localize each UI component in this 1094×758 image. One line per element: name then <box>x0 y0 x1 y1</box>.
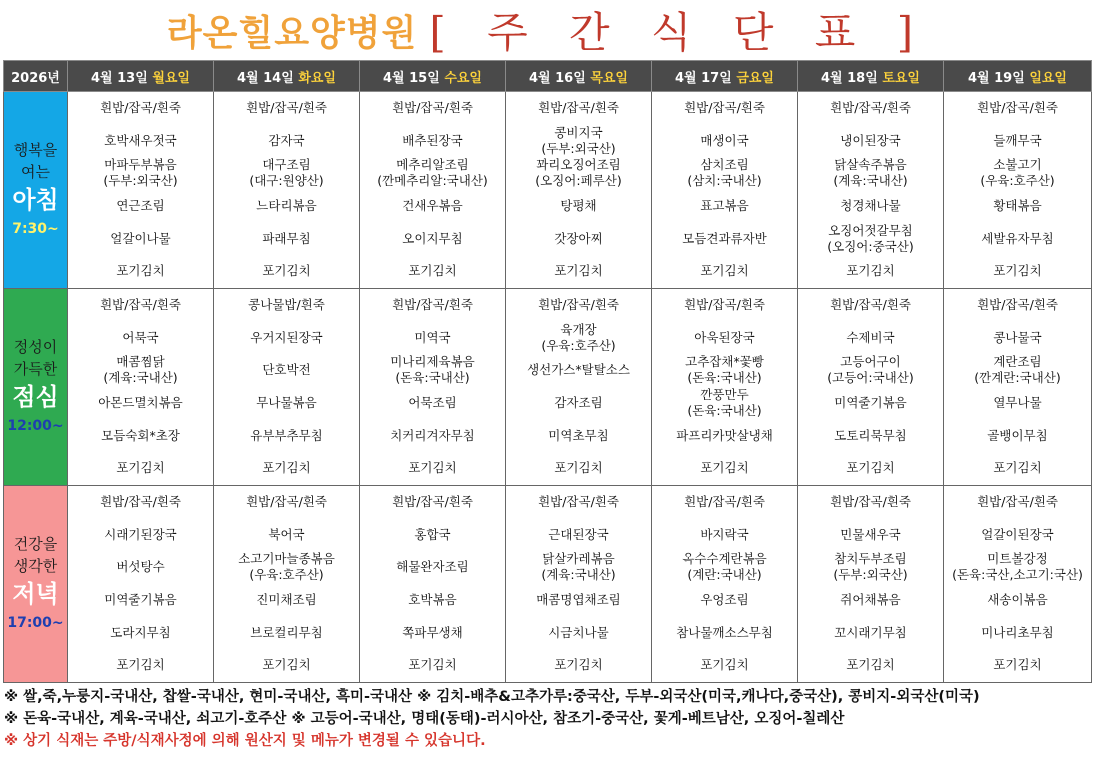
dish-item: 모듬숙회*초장 <box>101 427 180 443</box>
day-date: 4월 17일 <box>675 70 732 86</box>
dish-item: 육개장 (우육:호주산) <box>541 321 616 353</box>
day-date: 4월 14일 <box>237 70 294 86</box>
day-header <box>506 61 652 92</box>
dish-item: 꼬시래기무침 <box>834 624 907 640</box>
dish-item: 미역초무침 <box>548 427 609 443</box>
dish-item: 북어국 <box>268 526 305 542</box>
dish-item: 콩비지국 (두부:외국산) <box>541 124 616 156</box>
dish-item: 흰밥/잡곡/흰죽 <box>538 494 619 510</box>
day-menu-cell <box>68 92 214 289</box>
dish-item: 포기김치 <box>846 657 895 673</box>
day-header <box>68 61 214 92</box>
day-menu-cell <box>506 289 652 486</box>
menu-body <box>4 92 1092 683</box>
dish-item: 파래무침 <box>262 230 311 246</box>
dish-item: 흰밥/잡곡/흰죽 <box>100 297 181 313</box>
dish-item: 유부부추무침 <box>250 427 323 443</box>
dish-item: 참나물깨소스무침 <box>676 624 773 640</box>
dish-item: 호박볶음 <box>408 592 457 608</box>
dish-item: 우거지된장국 <box>250 329 323 345</box>
dish-item: 소불고기 (우육:호주산) <box>980 157 1055 189</box>
day-menu-cell <box>798 486 944 683</box>
dish-item: 흰밥/잡곡/흰죽 <box>538 100 619 116</box>
day-header <box>944 61 1092 92</box>
meal-row <box>4 289 1092 486</box>
dish-item: 미역국 <box>414 329 451 345</box>
dish-item: 건새우볶음 <box>402 198 463 214</box>
dish-item: 흰밥/잡곡/흰죽 <box>392 297 473 313</box>
dish-item: 포기김치 <box>116 657 165 673</box>
day-header <box>360 61 506 92</box>
dish-item: 닭살카레볶음 (계육:국내산) <box>541 551 616 583</box>
dish-item: 배추된장국 <box>402 132 463 148</box>
day-menu-cell <box>798 289 944 486</box>
day-menu-cell <box>652 92 798 289</box>
dish-item: 도토리묵무침 <box>834 427 907 443</box>
dish-item: 포기김치 <box>262 657 311 673</box>
dish-item: 깐풍만두 (돈육:국내산) <box>687 387 762 419</box>
dish-item: 포기김치 <box>554 263 603 279</box>
dish-item: 매콤명엽채조림 <box>536 592 621 608</box>
dish-item: 미나리초무침 <box>981 624 1054 640</box>
dish-item: 근대된장국 <box>548 526 609 542</box>
dish-item: 흰밥/잡곡/흰죽 <box>977 100 1058 116</box>
day-weekday: 일요일 <box>1029 70 1067 86</box>
dish-item: 매콤찜닭 (계육:국내산) <box>103 354 178 386</box>
dish-item: 메추리알조림 (깐메추리알:국내산) <box>377 157 488 189</box>
dish-item: 청경채나물 <box>840 198 901 214</box>
dish-item: 포기김치 <box>116 460 165 476</box>
dish-item: 진미채조림 <box>256 592 317 608</box>
dish-item: 미역줄기볶음 <box>104 592 177 608</box>
day-menu-cell <box>798 92 944 289</box>
day-menu-cell <box>360 289 506 486</box>
dish-item: 연근조림 <box>116 198 165 214</box>
origin-notes <box>4 686 1094 752</box>
dish-item: 콩나물밥/흰죽 <box>248 297 325 313</box>
meal-name: 점심 <box>12 383 59 411</box>
meal-slogan-line: 여는 <box>21 163 50 181</box>
dish-item: 흰밥/잡곡/흰죽 <box>392 100 473 116</box>
day-date: 4월 13일 <box>91 70 148 86</box>
day-menu-cell <box>652 486 798 683</box>
day-menu-cell <box>944 486 1092 683</box>
meal-slogan-line: 행복을 <box>13 141 58 159</box>
dish-item: 마파두부볶음 (두부:외국산) <box>103 157 178 189</box>
hospital-name: 라온힐요양병원 <box>166 11 418 54</box>
meal-time: 12:00~ <box>7 418 64 434</box>
day-menu-cell <box>214 486 360 683</box>
day-menu-cell <box>944 92 1092 289</box>
day-menu-cell <box>506 92 652 289</box>
dish-item: 흰밥/잡곡/흰죽 <box>538 297 619 313</box>
dish-item: 도라지무침 <box>110 624 171 640</box>
dish-item: 콩나물국 <box>993 329 1042 345</box>
dish-item: 우엉조림 <box>700 592 749 608</box>
day-weekday: 목요일 <box>590 70 628 86</box>
day-menu-cell <box>68 486 214 683</box>
meal-row <box>4 92 1092 289</box>
dish-item: 쪽파무생채 <box>402 624 463 640</box>
meal-label-cell <box>4 92 68 289</box>
dish-item: 해물완자조림 <box>396 559 469 575</box>
dish-item: 민물새우국 <box>840 526 901 542</box>
dish-item: 홍합국 <box>414 526 451 542</box>
dish-item: 생선가스*탈탈소스 <box>527 362 630 378</box>
dish-item: 포기김치 <box>700 657 749 673</box>
meal-name: 저녁 <box>12 580 59 608</box>
dish-item: 쥐어채볶음 <box>840 592 901 608</box>
dish-item: 느타리볶음 <box>256 198 317 214</box>
dish-item: 파프리카맛살냉채 <box>676 427 773 443</box>
year-header: 2026년 <box>4 61 68 92</box>
dish-item: 수제비국 <box>846 329 895 345</box>
dish-item: 포기김치 <box>700 263 749 279</box>
dish-item: 닭살속주볶음 (계육:국내산) <box>833 157 908 189</box>
day-menu-cell <box>360 92 506 289</box>
dish-item: 포기김치 <box>262 460 311 476</box>
meal-label-cell <box>4 289 68 486</box>
dish-item: 흰밥/잡곡/흰죽 <box>830 494 911 510</box>
dish-item: 어묵조림 <box>408 395 457 411</box>
dish-item: 흰밥/잡곡/흰죽 <box>246 494 327 510</box>
dish-item: 흰밥/잡곡/흰죽 <box>684 100 765 116</box>
dish-item: 오징어젓갈무침 (오징어:중국산) <box>827 222 914 254</box>
dish-item: 호박새우젓국 <box>104 132 177 148</box>
day-menu-cell <box>214 289 360 486</box>
dish-item: 감자국 <box>268 132 305 148</box>
dish-item: 얼갈이나물 <box>110 230 171 246</box>
dish-item: 포기김치 <box>993 263 1042 279</box>
meal-slogan-line: 건강을 <box>13 535 58 553</box>
meal-row <box>4 486 1092 683</box>
dish-item: 소고기마늘종볶음 (우육:호주산) <box>238 551 335 583</box>
day-menu-cell <box>506 486 652 683</box>
origin-note-line: ※ 쌀,죽,누룽지-국내산, 찹쌀-국내산, 현미-국내산, 흑미-국내산 ※ 김치-배추&고추가루:중국산, 두부-외국산(미국,캐나다,중국산), 콩비지-외국산(미국) <box>4 689 980 705</box>
dish-item: 냉이된장국 <box>840 132 901 148</box>
day-date: 4월 16일 <box>529 70 586 86</box>
dish-item: 모듬견과류자반 <box>682 230 767 246</box>
dish-item: 포기김치 <box>554 460 603 476</box>
day-header <box>652 61 798 92</box>
page-title <box>0 4 1094 56</box>
dish-item: 탕평채 <box>560 198 597 214</box>
dish-item: 표고볶음 <box>700 198 749 214</box>
dish-item: 삼치조림 (삼치:국내산) <box>687 157 762 189</box>
dish-item: 흰밥/잡곡/흰죽 <box>684 494 765 510</box>
dish-item: 갓장아찌 <box>554 230 603 246</box>
dish-item: 포기김치 <box>408 657 457 673</box>
day-date: 4월 18일 <box>821 70 878 86</box>
meal-slogan-line: 생각한 <box>13 557 58 575</box>
dish-item: 흰밥/잡곡/흰죽 <box>246 100 327 116</box>
dish-item: 무나물볶음 <box>256 395 317 411</box>
menu-title: [ 주 간 식 단 표 ] <box>429 8 928 57</box>
dish-item: 흰밥/잡곡/흰죽 <box>830 297 911 313</box>
meal-slogan-line: 가득한 <box>13 360 58 378</box>
dish-item: 흰밥/잡곡/흰죽 <box>977 494 1058 510</box>
dish-item: 단호박전 <box>262 362 311 378</box>
meal-time: 7:30~ <box>12 221 59 237</box>
dish-item: 미트볼강정 (돈육:국산,소고기:국산) <box>952 551 1083 583</box>
dish-item: 세발유자무침 <box>981 230 1054 246</box>
dish-item: 포기김치 <box>408 263 457 279</box>
dish-item: 포기김치 <box>116 263 165 279</box>
day-menu-cell <box>68 289 214 486</box>
day-weekday: 수요일 <box>444 70 482 86</box>
day-date: 4월 19일 <box>968 70 1025 86</box>
dish-item: 얼갈이된장국 <box>981 526 1054 542</box>
dish-item: 흰밥/잡곡/흰죽 <box>100 494 181 510</box>
dish-item: 계란조림 (깐계란:국내산) <box>974 354 1061 386</box>
day-header <box>214 61 360 92</box>
dish-item: 치커리겨자무침 <box>390 427 475 443</box>
dish-item: 매생이국 <box>700 132 749 148</box>
day-menu-cell <box>360 486 506 683</box>
dish-item: 흰밥/잡곡/흰죽 <box>977 297 1058 313</box>
dish-item: 대구조림 (대구:원양산) <box>249 157 324 189</box>
weekly-menu-table <box>3 60 1092 683</box>
dish-item: 골뱅이무침 <box>987 427 1048 443</box>
dish-item: 아욱된장국 <box>694 329 755 345</box>
dish-item: 열무나물 <box>993 395 1042 411</box>
day-weekday: 토요일 <box>882 70 920 86</box>
dish-item: 포기김치 <box>262 263 311 279</box>
dish-item: 포기김치 <box>700 460 749 476</box>
dish-item: 옥수수계란볶음 (계란:국내산) <box>682 551 767 583</box>
dish-item: 포기김치 <box>846 460 895 476</box>
dish-item: 포기김치 <box>408 460 457 476</box>
dish-item: 어묵국 <box>122 329 159 345</box>
dish-item: 포기김치 <box>993 657 1042 673</box>
dish-item: 흰밥/잡곡/흰죽 <box>392 494 473 510</box>
dish-item: 고추잡채*꽃빵 (돈육:국내산) <box>685 354 764 386</box>
meal-time: 17:00~ <box>7 615 64 631</box>
day-weekday: 금요일 <box>736 70 774 86</box>
day-menu-cell <box>652 289 798 486</box>
origin-note-line: ※ 돈육-국내산, 계육-국내산, 쇠고기-호주산 ※ 고등어-국내산, 명태(동태)-러시아산, 참조기-중국산, 꽃게-베트남산, 오징어-칠레산 <box>4 711 845 727</box>
day-weekday: 월요일 <box>152 70 190 86</box>
day-menu-cell <box>944 289 1092 486</box>
dish-item: 황태볶음 <box>993 198 1042 214</box>
dish-item: 포기김치 <box>993 460 1042 476</box>
meal-label-cell <box>4 486 68 683</box>
dish-item: 오이지무침 <box>402 230 463 246</box>
dish-item: 감자조림 <box>554 395 603 411</box>
day-weekday: 화요일 <box>298 70 336 86</box>
dish-item: 바지락국 <box>700 526 749 542</box>
dish-item: 시금치나물 <box>548 624 609 640</box>
dish-item: 포기김치 <box>846 263 895 279</box>
day-date: 4월 15일 <box>383 70 440 86</box>
dish-item: 브로컬리무침 <box>250 624 323 640</box>
day-menu-cell <box>214 92 360 289</box>
dish-item: 포기김치 <box>554 657 603 673</box>
dish-item: 버섯탕수 <box>116 559 165 575</box>
dish-item: 아몬드멸치볶음 <box>98 395 183 411</box>
dish-item: 흰밥/잡곡/흰죽 <box>100 100 181 116</box>
dish-item: 고등어구이 (고등어:국내산) <box>827 354 914 386</box>
header-row <box>4 61 1092 92</box>
dish-item: 새송이볶음 <box>987 592 1048 608</box>
dish-item: 시래기된장국 <box>104 526 177 542</box>
dish-item: 미역줄기볶음 <box>834 395 907 411</box>
dish-item: 꽈리오징어조림 (오징어:페루산) <box>535 157 622 189</box>
day-header <box>798 61 944 92</box>
meal-slogan-line: 정성이 <box>13 338 58 356</box>
meal-name: 아침 <box>12 186 59 214</box>
change-warning: ※ 상기 식재는 주방/식재사정에 의해 원산지 및 메뉴가 변경될 수 있습니다. <box>4 733 486 749</box>
dish-item: 흰밥/잡곡/흰죽 <box>684 297 765 313</box>
dish-item: 들깨무국 <box>993 132 1042 148</box>
dish-item: 흰밥/잡곡/흰죽 <box>830 100 911 116</box>
dish-item: 참치두부조림 (두부:외국산) <box>833 551 908 583</box>
dish-item: 미나리제육볶음 (돈육:국내산) <box>390 354 475 386</box>
